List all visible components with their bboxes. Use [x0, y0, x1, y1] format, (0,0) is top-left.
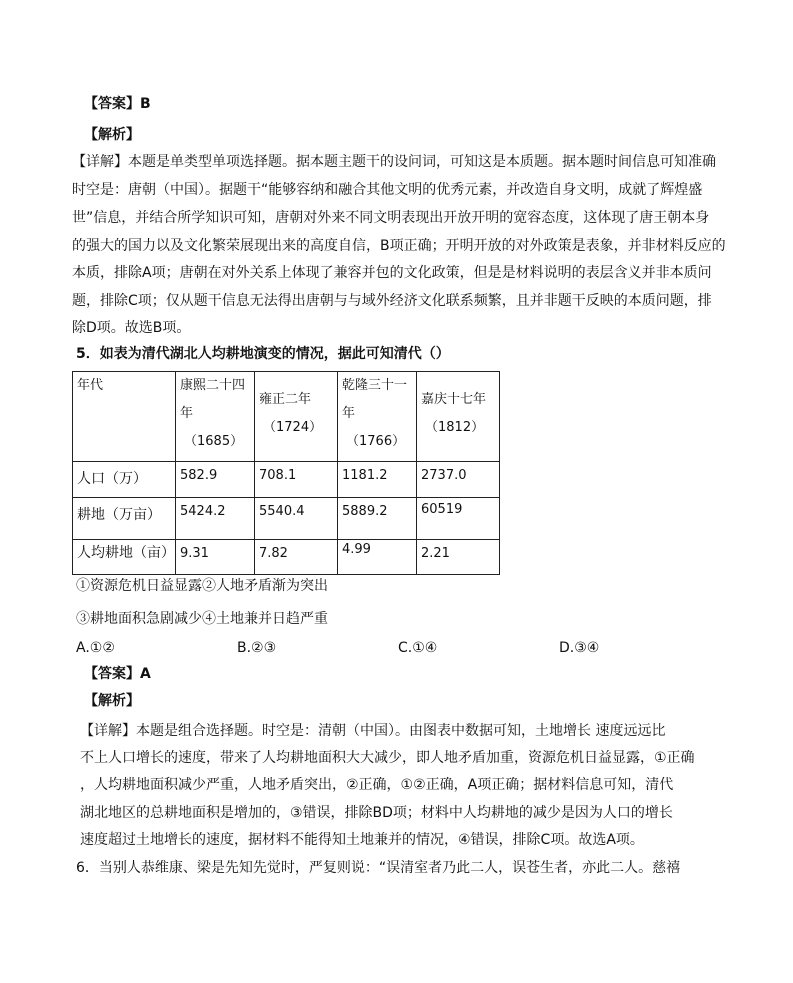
table-cell: 582.9: [176, 462, 255, 498]
q5-detail-line-5: 速度超过土地增长的速度，据材料不能得知土地兼并的情况，④错误，排除C项。故选A项。: [80, 832, 644, 848]
table-cell: 2.21: [417, 540, 500, 575]
q5-detail-line-4: 湖北地区的总耕地面积是增加的，③错误，排除BD项；材料中人均耕地的减少是因为人口的增长: [80, 805, 673, 821]
table-row: [73, 498, 500, 540]
table-header-cell: 雍正二年 （1724）: [255, 372, 338, 462]
q4-detail-line-1: 【详解】本题是单类型单项选择题。据本题主题干的设问词，可知这是本质题。据本题时间信息可知准确: [72, 154, 716, 170]
q5-detail-line-3: ，人均耕地面积减少严重，人地矛盾突出，②正确，①②正确，A项正确；据材料信息可知，清代: [80, 777, 674, 793]
data-table: [72, 371, 500, 575]
table-row: [73, 540, 500, 575]
q5-statement-2: ③耕地面积急剧减少④土地兼并日趋严重: [76, 611, 328, 627]
q4-answer: [84, 94, 151, 114]
table-cell: 1181.2: [338, 462, 417, 498]
q5-question: 5．如表为清代湖北人均耕地演变的情况，据此可知清代（）: [76, 346, 450, 362]
table-cell: 7.82: [255, 540, 338, 575]
q6-question: 6．当别人恭维康、梁是先知先觉时，严复则说：“误清室者乃此二人，误苍生者，亦此二人。慈禧: [76, 860, 681, 876]
q4-detail-line-7: 除D项。故选B项。: [72, 320, 191, 336]
q5-answer-label: 【答案】: [84, 666, 140, 682]
table-header-cell: 乾隆三十一 年 （1766）: [338, 372, 417, 462]
q4-detail-line-4: 的强大的国力以及文化繁荣展现出来的高度自信，B项正确；开明开放的对外政策是表象，并非材料反应的: [72, 238, 726, 254]
q4-detail-line-2: 时空是：唐朝（中国）。据题干“能够容纳和融合其他文明的优秀元素，并改造自身文明，成就了辉煌盛: [72, 182, 703, 198]
table-cell: 708.1: [255, 462, 338, 498]
q5-answer: [84, 664, 151, 684]
table-row: [73, 462, 500, 498]
option-a: A.①②: [76, 640, 115, 656]
q5-detail-line-1: 【详解】本题是组合选择题。时空是：清朝（中国）。由图表中数据可知，土地增长 速度远远比: [80, 723, 666, 739]
q5-analysis-label: 【解析】: [84, 693, 140, 709]
table-cell: 5889.2: [338, 498, 417, 540]
table-header-cell: 年代: [73, 372, 176, 462]
q4-answer-label: 【答案】: [84, 96, 140, 112]
table-cell: 5540.4: [255, 498, 338, 540]
q5-detail-line-2: 不上人口增长的速度，带来了人均耕地面积大大减少，即人地矛盾加重，资源危机日益显露，①正确: [80, 750, 695, 766]
q4-detail-line-3: 世”信息，并结合所学知识可知，唐朝对外来不同文明表现出开放开明的宽容态度，这体现了唐王朝本身: [72, 210, 710, 226]
option-d: D.③④: [559, 640, 600, 656]
q4-detail-line-5: 本质，排除A项；唐朝在对外关系上体现了兼容并包的文化政策，但是是材料说明的表层含义并非本质问: [72, 265, 712, 281]
table-header-row: [73, 372, 500, 462]
table-header-cell: 康熙二十四 年 （1685）: [176, 372, 255, 462]
q4-detail-line-6: 题，排除C项；仅从题干信息无法得出唐朝与与域外经济文化联系频繁，且并非题干反映的本质问题，排: [72, 293, 712, 309]
table-cell: 5424.2: [176, 498, 255, 540]
option-b: B.②③: [237, 640, 277, 656]
table-row-label: 人均耕地（亩）: [73, 540, 176, 575]
table-cell: 4.99: [338, 540, 417, 575]
table-row-label: 人口（万）: [73, 462, 176, 498]
q4-answer-value: B: [140, 96, 151, 112]
table-row-label: 耕地（万亩）: [73, 498, 176, 540]
table-cell: 2737.0: [417, 462, 500, 498]
table-cell: 60519: [417, 498, 500, 540]
option-c: C.①④: [398, 640, 438, 656]
q5-answer-value: A: [140, 666, 151, 682]
table-cell: 9.31: [176, 540, 255, 575]
table-header-cell: 嘉庆十七年 （1812）: [417, 372, 500, 462]
q4-analysis-label: 【解析】: [84, 127, 140, 143]
q5-statement-1: ①资源危机日益显露②人地矛盾渐为突出: [76, 578, 328, 594]
